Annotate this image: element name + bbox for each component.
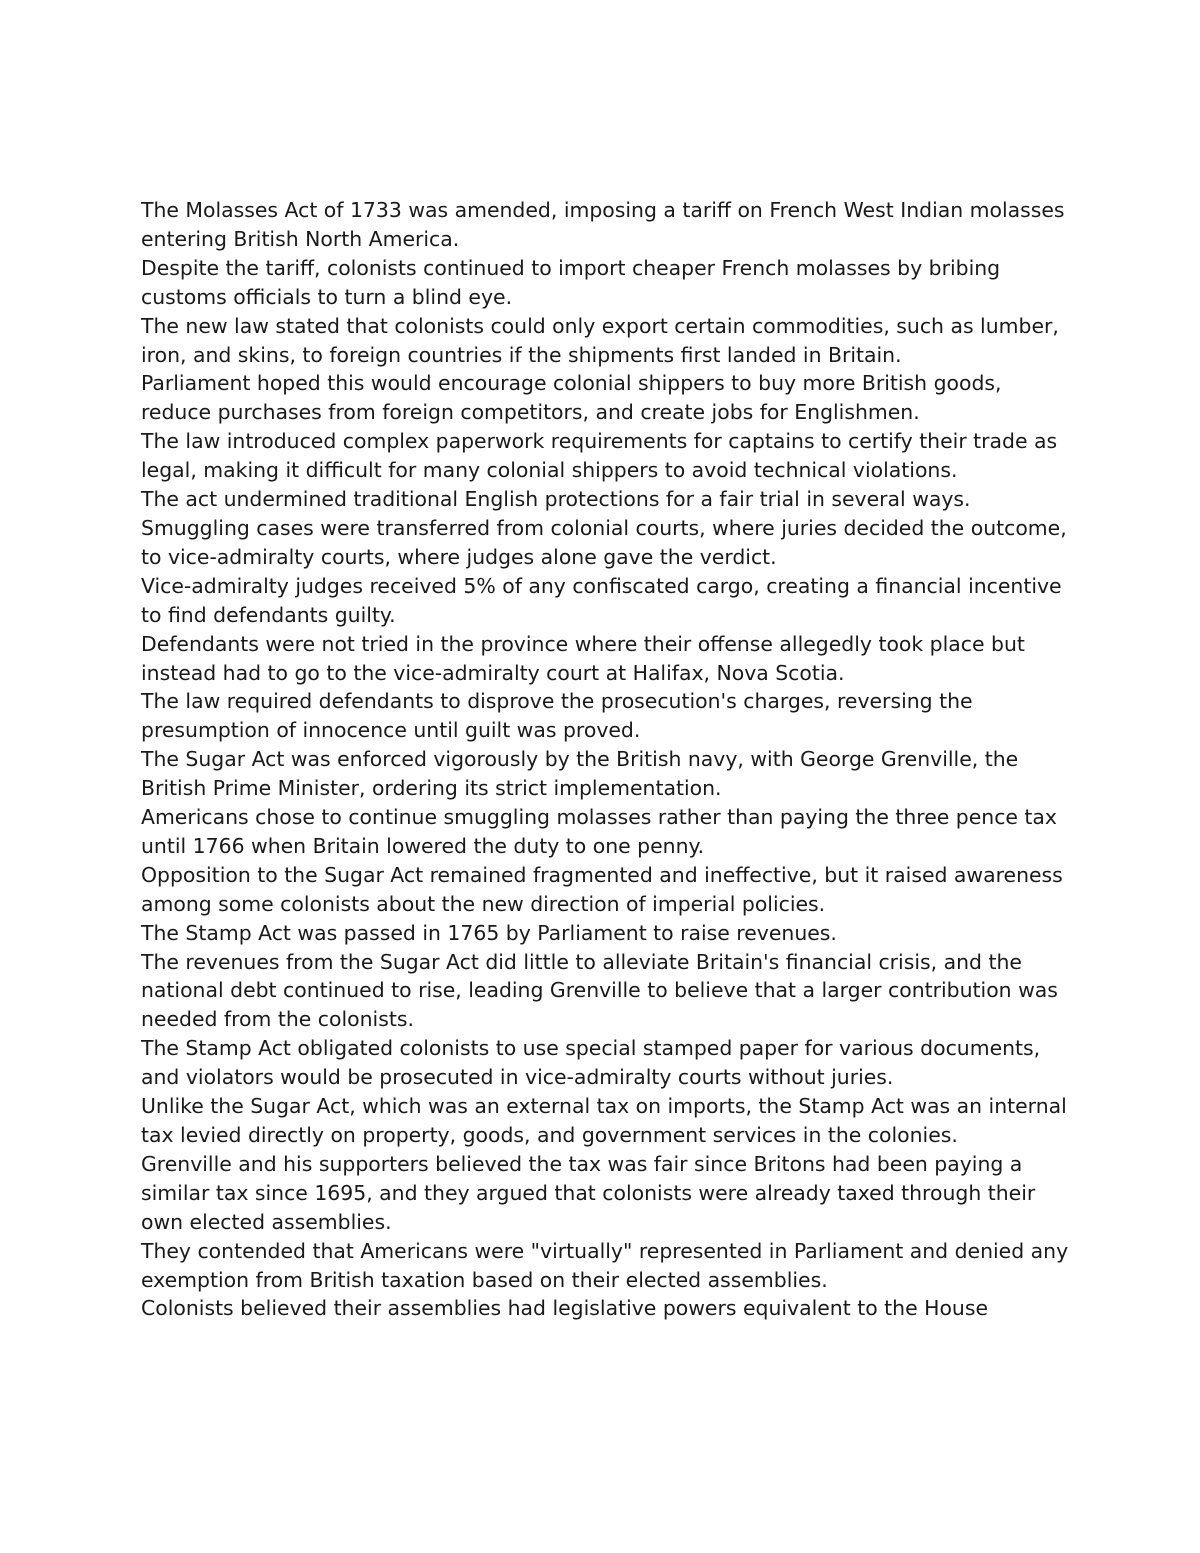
paragraph: The act undermined traditional English protections for a fair trial in several ways.	[141, 487, 971, 512]
paragraph: The new law stated that colonists could only export certain commodities, such as lumber, iron, and skins, to foreign countries if the shipments first landed in Britain.	[141, 313, 1059, 367]
paragraph: They contended that Americans were "virtually" represented in Parliament and denied any exemption from British taxation based on their elected assemblies.	[141, 1238, 1069, 1292]
paragraph: The Molasses Act of 1733 was amended, imposing a tariff on French West Indian molasses entering British North America.	[141, 198, 1065, 251]
paragraph: Grenville and his supporters believed the tax was fair since Britons had been paying a similar tax since 1695, and they argued that colonists were already taxed through their own elected assemblies.	[141, 1151, 1036, 1234]
paragraph: The Stamp Act was passed in 1765 by Parliament to raise revenues.	[141, 920, 837, 945]
paragraph: The Sugar Act was enforced vigorously by the British navy, with George Grenville, the British Prime Minister, ordering its strict implementation.	[141, 747, 1019, 801]
paragraph: Smuggling cases were transferred from colonial courts, where juries decided the outcome, to vice-admiralty courts, where judges alone gave the verdict.	[141, 515, 1067, 569]
document-body	[141, 196, 1071, 1323]
paragraph: The law introduced complex paperwork requirements for captains to certify their trade as legal, making it difficult for many colonial shippers to avoid technical violations.	[141, 429, 1058, 483]
paragraph: Despite the tariff, colonists continued to import cheaper French molasses by bribing customs officials to turn a blind eye.	[141, 255, 1001, 309]
paragraph: The revenues from the Sugar Act did little to alleviate Britain's financial crisis, and the national debt continued to rise, leading Grenville to believe that a larger contribution was needed from the colonists.	[141, 949, 1058, 1032]
paragraph: Opposition to the Sugar Act remained fragmented and ineffective, but it raised awareness among some colonists about the new direction of imperial policies.	[141, 862, 1063, 916]
paragraph: Unlike the Sugar Act, which was an external tax on imports, the Stamp Act was an internal tax levied directly on property, goods, and government services in the colonies.	[141, 1094, 1067, 1147]
paragraph: The Stamp Act obligated colonists to use special stamped paper for various documents, and violators would be prosecuted in vice-admiralty courts without juries.	[141, 1036, 1041, 1090]
paragraph: Defendants were not tried in the province where their offense allegedly took place but instead had to go to the vice-admiralty court at Halifax, Nova Scotia.	[141, 631, 1025, 685]
paragraph: Parliament hoped this would encourage colonial shippers to buy more British goods, reduce purchases from foreign competitors, and create jobs for Englishmen.	[141, 371, 1002, 425]
paragraph: Colonists believed their assemblies had legislative powers equivalent to the House	[141, 1296, 989, 1321]
paragraph: Vice-admiralty judges received 5% of any confiscated cargo, creating a financial incentive to find defendants guilty.	[141, 573, 1062, 627]
paragraph: The law required defendants to disprove the prosecution's charges, reversing the presumption of innocence until guilt was proved.	[141, 689, 973, 743]
paragraph: Americans chose to continue smuggling molasses rather than paying the three pence tax until 1766 when Britain lowered the duty to one penny.	[141, 805, 1057, 858]
